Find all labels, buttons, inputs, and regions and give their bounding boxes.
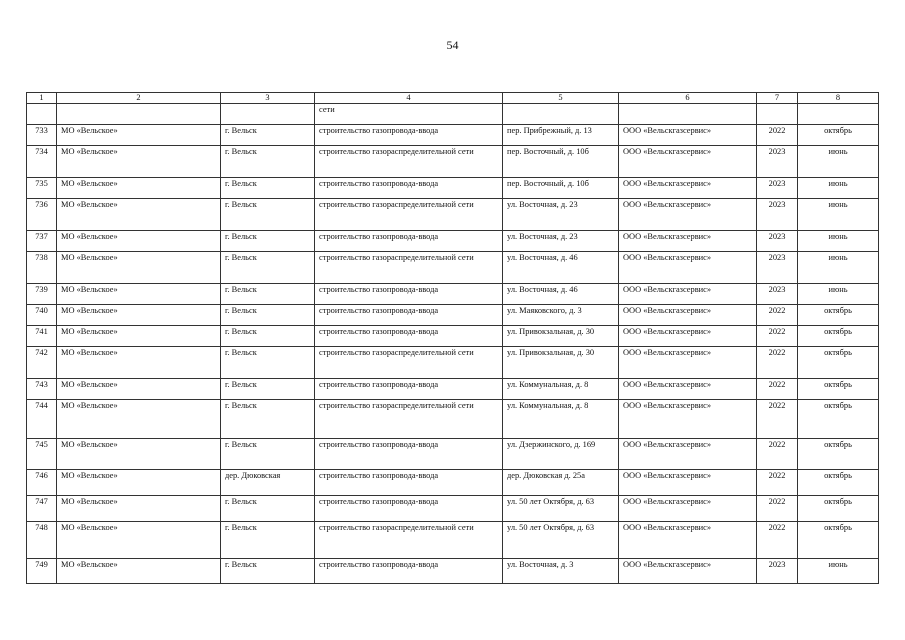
municipality: МО «Вельское» <box>57 125 221 146</box>
locality: г. Вельск <box>221 146 315 178</box>
year: 2023 <box>757 199 798 231</box>
month <box>798 104 879 125</box>
table-row <box>27 125 879 146</box>
year: 2023 <box>757 178 798 199</box>
month: октябрь <box>798 326 879 347</box>
locality: г. Вельск <box>221 400 315 439</box>
organization: ООО «Вельскгазсервис» <box>619 199 757 231</box>
municipality: МО «Вельское» <box>57 305 221 326</box>
locality: г. Вельск <box>221 379 315 400</box>
row-number: 740 <box>27 305 57 326</box>
municipality: МО «Вельское» <box>57 559 221 584</box>
year <box>757 104 798 125</box>
municipality: МО «Вельское» <box>57 252 221 284</box>
municipality: МО «Вельское» <box>57 400 221 439</box>
table-row <box>27 178 879 199</box>
address: пер. Восточный, д. 10б <box>503 178 619 199</box>
address: ул. 50 лет Октября, д. 63 <box>503 496 619 522</box>
municipality: МО «Вельское» <box>57 326 221 347</box>
address: ул. Привокзальная, д. 30 <box>503 326 619 347</box>
organization: ООО «Вельскгазсервис» <box>619 252 757 284</box>
organization: ООО «Вельскгазсервис» <box>619 305 757 326</box>
municipality: МО «Вельское» <box>57 439 221 470</box>
locality: г. Вельск <box>221 305 315 326</box>
year: 2022 <box>757 522 798 559</box>
work-type: строительство газопровода-ввода <box>315 305 503 326</box>
organization: ООО «Вельскгазсервис» <box>619 146 757 178</box>
work-type: строительство газораспределительной сети <box>315 252 503 284</box>
work-type: строительство газопровода-ввода <box>315 125 503 146</box>
locality: дер. Дюковская <box>221 470 315 496</box>
month: октябрь <box>798 439 879 470</box>
address: ул. Маяковского, д. 3 <box>503 305 619 326</box>
column-number-row <box>27 93 879 104</box>
address: пер. Восточный, д. 10б <box>503 146 619 178</box>
month: октябрь <box>798 347 879 379</box>
row-number: 737 <box>27 231 57 252</box>
table-row <box>27 379 879 400</box>
row-number: 739 <box>27 284 57 305</box>
address: ул. Привокзальная, д. 30 <box>503 347 619 379</box>
municipality: МО «Вельское» <box>57 146 221 178</box>
municipality: МО «Вельское» <box>57 178 221 199</box>
organization: ООО «Вельскгазсервис» <box>619 470 757 496</box>
table-row <box>27 439 879 470</box>
address: дер. Дюковская д. 25а <box>503 470 619 496</box>
year: 2022 <box>757 496 798 522</box>
row-number: 735 <box>27 178 57 199</box>
municipality: МО «Вельское» <box>57 347 221 379</box>
organization: ООО «Вельскгазсервис» <box>619 559 757 584</box>
month: октябрь <box>798 400 879 439</box>
month: июнь <box>798 559 879 584</box>
address: ул. Коммунальная, д. 8 <box>503 379 619 400</box>
work-type: сети <box>315 104 503 125</box>
organization: ООО «Вельскгазсервис» <box>619 522 757 559</box>
table-row <box>27 146 879 178</box>
month: июнь <box>798 178 879 199</box>
municipality <box>57 104 221 125</box>
organization: ООО «Вельскгазсервис» <box>619 439 757 470</box>
row-number: 734 <box>27 146 57 178</box>
locality: г. Вельск <box>221 199 315 231</box>
locality: г. Вельск <box>221 252 315 284</box>
row-number: 745 <box>27 439 57 470</box>
municipality: МО «Вельское» <box>57 199 221 231</box>
work-type: строительство газопровода-ввода <box>315 284 503 305</box>
year: 2022 <box>757 470 798 496</box>
municipality: МО «Вельское» <box>57 379 221 400</box>
work-type: строительство газопровода-ввода <box>315 231 503 252</box>
page-number: 54 <box>446 38 459 52</box>
organization: ООО «Вельскгазсервис» <box>619 231 757 252</box>
address: ул. Дзержинского, д. 169 <box>503 439 619 470</box>
organization: ООО «Вельскгазсервис» <box>619 284 757 305</box>
work-type: строительство газораспределительной сети <box>315 522 503 559</box>
month: октябрь <box>798 496 879 522</box>
organization: ООО «Вельскгазсервис» <box>619 400 757 439</box>
locality: г. Вельск <box>221 559 315 584</box>
column-header: 2 <box>57 93 221 104</box>
year: 2023 <box>757 559 798 584</box>
month: июнь <box>798 284 879 305</box>
work-type: строительство газопровода-ввода <box>315 326 503 347</box>
organization: ООО «Вельскгазсервис» <box>619 125 757 146</box>
municipality: МО «Вельское» <box>57 496 221 522</box>
locality: г. Вельск <box>221 125 315 146</box>
month: октябрь <box>798 379 879 400</box>
column-header: 1 <box>27 93 57 104</box>
address <box>503 104 619 125</box>
month: октябрь <box>798 470 879 496</box>
table-row <box>27 522 879 559</box>
locality: г. Вельск <box>221 347 315 379</box>
year: 2022 <box>757 400 798 439</box>
locality: г. Вельск <box>221 326 315 347</box>
locality: г. Вельск <box>221 284 315 305</box>
work-type: строительство газораспределительной сети <box>315 199 503 231</box>
address: ул. 50 лет Октября, д. 63 <box>503 522 619 559</box>
table-row <box>27 326 879 347</box>
address: пер. Прибрежный, д. 13 <box>503 125 619 146</box>
organization: ООО «Вельскгазсервис» <box>619 326 757 347</box>
address: ул. Восточная, д. 23 <box>503 199 619 231</box>
locality: г. Вельск <box>221 522 315 559</box>
work-type: строительство газопровода-ввода <box>315 439 503 470</box>
work-type: строительство газораспределительной сети <box>315 400 503 439</box>
column-header: 5 <box>503 93 619 104</box>
organization: ООО «Вельскгазсервис» <box>619 379 757 400</box>
work-type: строительство газопровода-ввода <box>315 470 503 496</box>
address: ул. Восточная, д. 46 <box>503 284 619 305</box>
month: октябрь <box>798 305 879 326</box>
organization <box>619 104 757 125</box>
year: 2023 <box>757 252 798 284</box>
table-row <box>27 470 879 496</box>
row-number: 749 <box>27 559 57 584</box>
month: июнь <box>798 199 879 231</box>
address: ул. Коммунальная, д. 8 <box>503 400 619 439</box>
table-row <box>27 496 879 522</box>
column-header: 6 <box>619 93 757 104</box>
municipality: МО «Вельское» <box>57 470 221 496</box>
month: октябрь <box>798 522 879 559</box>
table-row <box>27 559 879 584</box>
year: 2022 <box>757 305 798 326</box>
table-row <box>27 347 879 379</box>
locality: г. Вельск <box>221 178 315 199</box>
organization: ООО «Вельскгазсервис» <box>619 496 757 522</box>
address: ул. Восточная, д. 23 <box>503 231 619 252</box>
row-number: 738 <box>27 252 57 284</box>
column-header: 4 <box>315 93 503 104</box>
row-number <box>27 104 57 125</box>
month: июнь <box>798 231 879 252</box>
work-type: строительство газораспределительной сети <box>315 146 503 178</box>
column-header: 8 <box>798 93 879 104</box>
table-row <box>27 231 879 252</box>
row-number: 742 <box>27 347 57 379</box>
month: июнь <box>798 252 879 284</box>
year: 2023 <box>757 231 798 252</box>
year: 2023 <box>757 146 798 178</box>
address: ул. Восточная, д. 46 <box>503 252 619 284</box>
continuation-row <box>27 104 879 125</box>
year: 2022 <box>757 326 798 347</box>
work-type: строительство газораспределительной сети <box>315 347 503 379</box>
work-type: строительство газопровода-ввода <box>315 496 503 522</box>
column-header: 3 <box>221 93 315 104</box>
locality <box>221 104 315 125</box>
locality: г. Вельск <box>221 439 315 470</box>
municipality: МО «Вельское» <box>57 231 221 252</box>
year: 2022 <box>757 125 798 146</box>
row-number: 743 <box>27 379 57 400</box>
row-number: 748 <box>27 522 57 559</box>
year: 2022 <box>757 379 798 400</box>
year: 2022 <box>757 439 798 470</box>
row-number: 747 <box>27 496 57 522</box>
locality: г. Вельск <box>221 496 315 522</box>
table-row <box>27 305 879 326</box>
month: октябрь <box>798 125 879 146</box>
work-type: строительство газопровода-ввода <box>315 379 503 400</box>
work-type: строительство газопровода-ввода <box>315 559 503 584</box>
row-number: 746 <box>27 470 57 496</box>
municipality: МО «Вельское» <box>57 522 221 559</box>
table-row <box>27 284 879 305</box>
table-row <box>27 199 879 231</box>
month: июнь <box>798 146 879 178</box>
organization: ООО «Вельскгазсервис» <box>619 178 757 199</box>
year: 2023 <box>757 284 798 305</box>
municipality: МО «Вельское» <box>57 284 221 305</box>
row-number: 736 <box>27 199 57 231</box>
registry-table <box>26 92 879 584</box>
row-number: 733 <box>27 125 57 146</box>
locality: г. Вельск <box>221 231 315 252</box>
work-type: строительство газопровода-ввода <box>315 178 503 199</box>
row-number: 741 <box>27 326 57 347</box>
table-row <box>27 400 879 439</box>
column-header: 7 <box>757 93 798 104</box>
year: 2022 <box>757 347 798 379</box>
address: ул. Восточная, д. 3 <box>503 559 619 584</box>
table-row <box>27 252 879 284</box>
table-body <box>27 104 879 584</box>
organization: ООО «Вельскгазсервис» <box>619 347 757 379</box>
row-number: 744 <box>27 400 57 439</box>
